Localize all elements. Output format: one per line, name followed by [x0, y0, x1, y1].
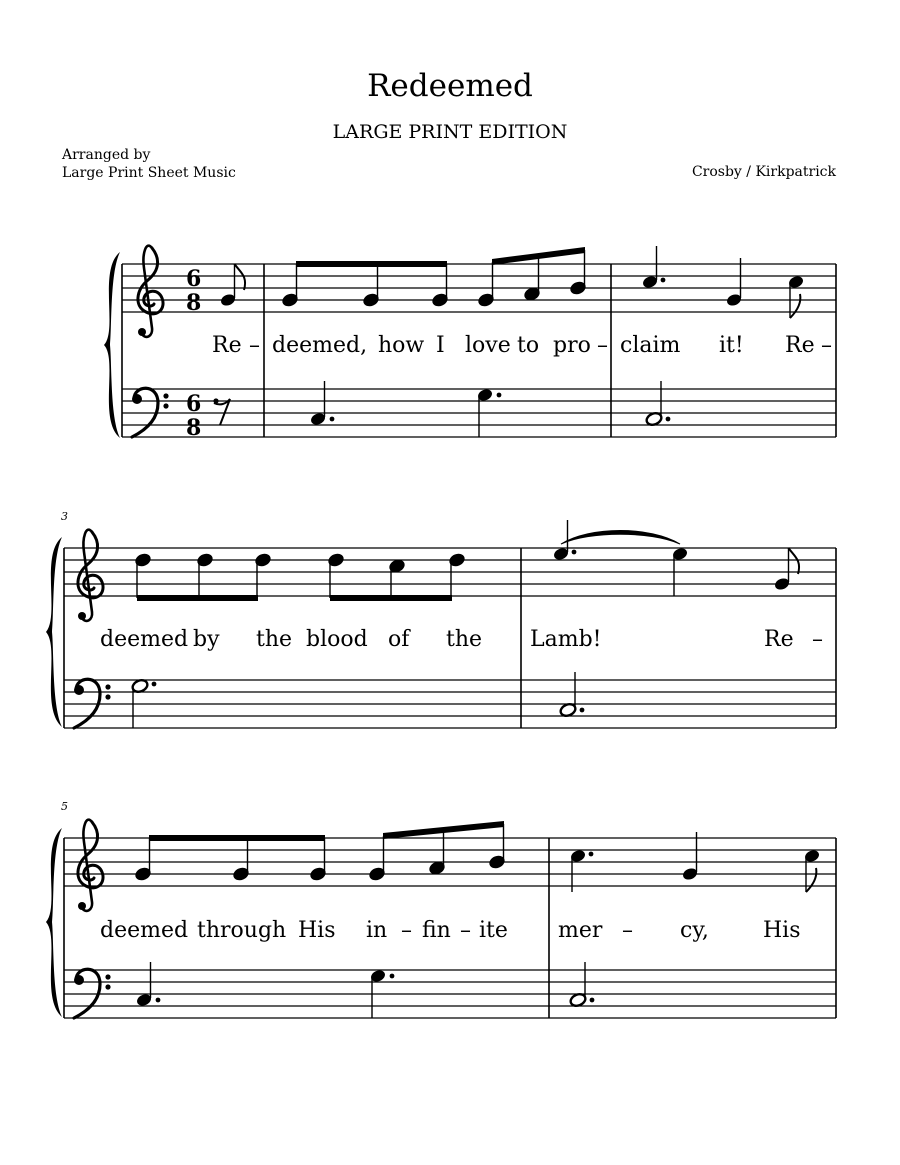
- grand-staff-brace: [104, 252, 120, 438]
- beamed-notes: [368, 821, 505, 882]
- grand-staff-brace: [46, 537, 62, 727]
- note: [645, 381, 670, 427]
- lyric-syllable: it!: [719, 333, 744, 358]
- note: [219, 264, 245, 308]
- lyric-syllable: deemed: [100, 918, 189, 943]
- system-3: [46, 800, 836, 1018]
- lyric-syllable: His: [298, 918, 336, 943]
- lyric-syllable: by: [193, 627, 220, 652]
- lyric-syllable: blood: [306, 627, 368, 652]
- measure-number: 3: [61, 510, 68, 523]
- note: [309, 381, 334, 427]
- lyric-syllable: in: [366, 918, 388, 943]
- lyric-hyphen: –: [460, 918, 471, 943]
- treble-staff: [64, 548, 836, 596]
- lyric-syllable: to: [517, 333, 540, 358]
- treble-staff: [64, 838, 836, 886]
- note: [476, 387, 501, 437]
- eighth-rest: [213, 398, 230, 425]
- lyric-syllable: mer: [558, 918, 603, 943]
- bass-staff: [64, 970, 836, 1018]
- lyric-syllable: I: [436, 333, 445, 358]
- note: [641, 246, 665, 290]
- lyric-syllable: the: [256, 627, 293, 652]
- lyric-syllable: His: [763, 918, 801, 943]
- treble-clef-icon: [138, 246, 163, 337]
- lyrics-line-3: [100, 918, 801, 943]
- lyric-syllable: fin: [422, 918, 451, 943]
- lyric-syllable: cy,: [680, 918, 709, 943]
- lyric-syllable: how: [378, 333, 425, 358]
- lyric-syllable: Lamb!: [530, 627, 602, 652]
- lyric-syllable: deemed,: [272, 333, 368, 358]
- lyric-hyphen: –: [597, 333, 608, 358]
- note: [671, 546, 688, 596]
- note: [773, 548, 799, 592]
- lyric-hyphen: –: [401, 918, 412, 943]
- treble-clef-icon: [78, 530, 103, 621]
- note: [559, 672, 584, 718]
- lyric-syllable: claim: [620, 333, 681, 358]
- time-sig-type-bass: 8: [186, 415, 202, 441]
- time-sig-type-treble: 8: [186, 290, 202, 316]
- note: [569, 962, 594, 1008]
- beamed-notes: [477, 247, 586, 308]
- treble-clef-icon: [78, 820, 103, 911]
- bass-staff: [64, 680, 836, 728]
- lyric-syllable: Re: [785, 333, 815, 358]
- lyric-syllable: Re: [764, 627, 794, 652]
- arranger-label: Arranged by: [62, 147, 151, 163]
- tie: [561, 531, 680, 545]
- measure-number: 5: [61, 800, 68, 813]
- lyric-syllable: Re: [212, 333, 242, 358]
- lyric-syllable: through: [197, 918, 287, 943]
- system-2: [46, 510, 836, 728]
- lyrics-line-2: [100, 627, 823, 652]
- system-1: [104, 246, 836, 441]
- note: [725, 258, 742, 308]
- lyric-syllable: of: [388, 627, 410, 652]
- lyric-hyphen: –: [249, 333, 260, 358]
- lyric-hyphen: –: [812, 627, 823, 652]
- lyric-syllable: the: [446, 627, 483, 652]
- arranger-name: Large Print Sheet Music: [62, 165, 236, 181]
- time-sig-beats-treble: 6: [186, 266, 202, 292]
- lyric-syllable: love: [465, 333, 511, 358]
- lyric-syllable: pro: [553, 333, 591, 358]
- time-sig-beats-bass: 6: [186, 391, 202, 417]
- song-title: Redeemed: [367, 68, 533, 104]
- lyrics-line-1: [212, 333, 832, 358]
- lyric-hyphen: –: [622, 918, 633, 943]
- note: [681, 832, 698, 882]
- lyric-syllable: deemed: [100, 627, 189, 652]
- composer-credit: Crosby / Kirkpatrick: [691, 164, 836, 180]
- note: [131, 678, 156, 728]
- note: [135, 962, 160, 1008]
- lyric-hyphen: –: [821, 333, 832, 358]
- edition-subtitle: LARGE PRINT EDITION: [332, 121, 568, 143]
- grand-staff-brace: [46, 828, 62, 1017]
- note: [369, 968, 394, 1018]
- lyric-syllable: ite: [479, 918, 508, 943]
- note: [552, 520, 576, 562]
